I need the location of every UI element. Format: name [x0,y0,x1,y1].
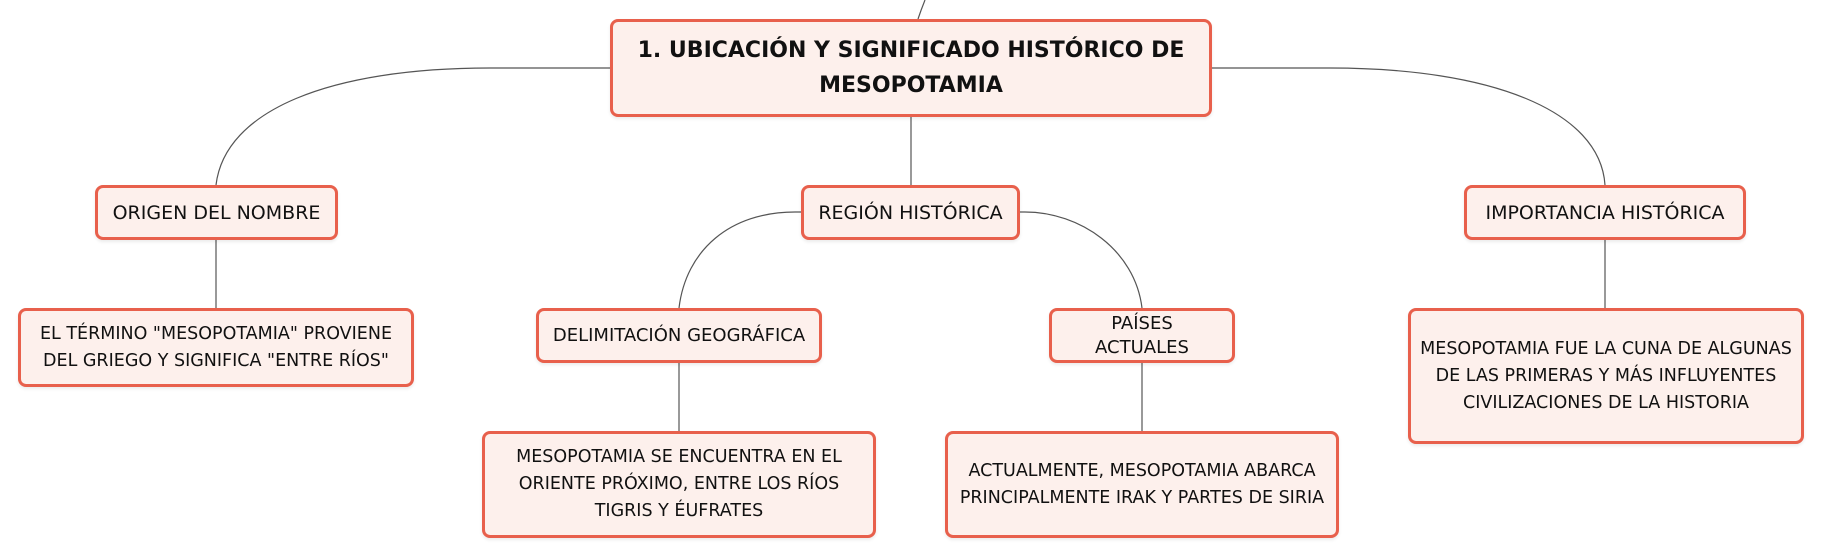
root-node-label: 1. UBICACIÓN Y SIGNIFICADO HISTÓRICO DE MESOPOTAMIA [637,38,1185,98]
connector-region-to-delimitacion [679,212,801,308]
leaf-node-text: EL TÉRMINO "MESOPOTAMIA" PROVIENE DEL GRIEGO Y SIGNIFICA "ENTRE RÍOS" [39,323,393,371]
subtopic-node-paises-actuales[interactable] [1049,308,1235,363]
leaf-node-importancia-historica[interactable] [1408,308,1804,444]
branch-node-importancia-historica[interactable] [1464,185,1746,240]
connector-root-to-origen [216,68,610,185]
subtopic-node-delimitacion-geografica[interactable] [536,308,822,363]
connector-region-to-paises [1020,212,1142,308]
subtopic-node-label: DELIMITACIÓN GEOGRÁFICA [552,324,806,346]
branch-node-label: ORIGEN DEL NOMBRE [112,201,321,224]
branch-node-label: IMPORTANCIA HISTÓRICA [1485,201,1725,224]
leaf-node-paises-actuales[interactable] [945,431,1339,538]
leaf-node-delimitacion-geografica[interactable] [482,431,876,538]
branch-node-label: REGIÓN HISTÓRICA [818,201,1003,224]
leaf-node-text: MESOPOTAMIA SE ENCUENTRA EN EL ORIENTE PRÓXIMO, ENTRE LOS RÍOS TIGRIS Y ÉUFRATES [516,447,842,521]
leaf-node-text: MESOPOTAMIA FUE LA CUNA DE ALGUNAS DE LAS PRIMERAS Y MÁS INFLUYENTES CIVILIZACIONES DE LA HISTORIA [1420,338,1792,413]
subtopic-node-label: PAÍSES ACTUALES [1095,312,1189,358]
branch-node-region-historica[interactable] [801,185,1020,240]
connector-root-to-importancia [1212,68,1605,185]
leaf-node-text: ACTUALMENTE, MESOPOTAMIA ABARCA PRINCIPALMENTE IRAK Y PARTES DE SIRIA [959,460,1325,508]
connector-to-parent [918,0,925,19]
root-node[interactable] [610,19,1212,117]
leaf-node-origen-del-nombre[interactable] [18,308,414,387]
branch-node-origen-del-nombre[interactable] [95,185,338,240]
